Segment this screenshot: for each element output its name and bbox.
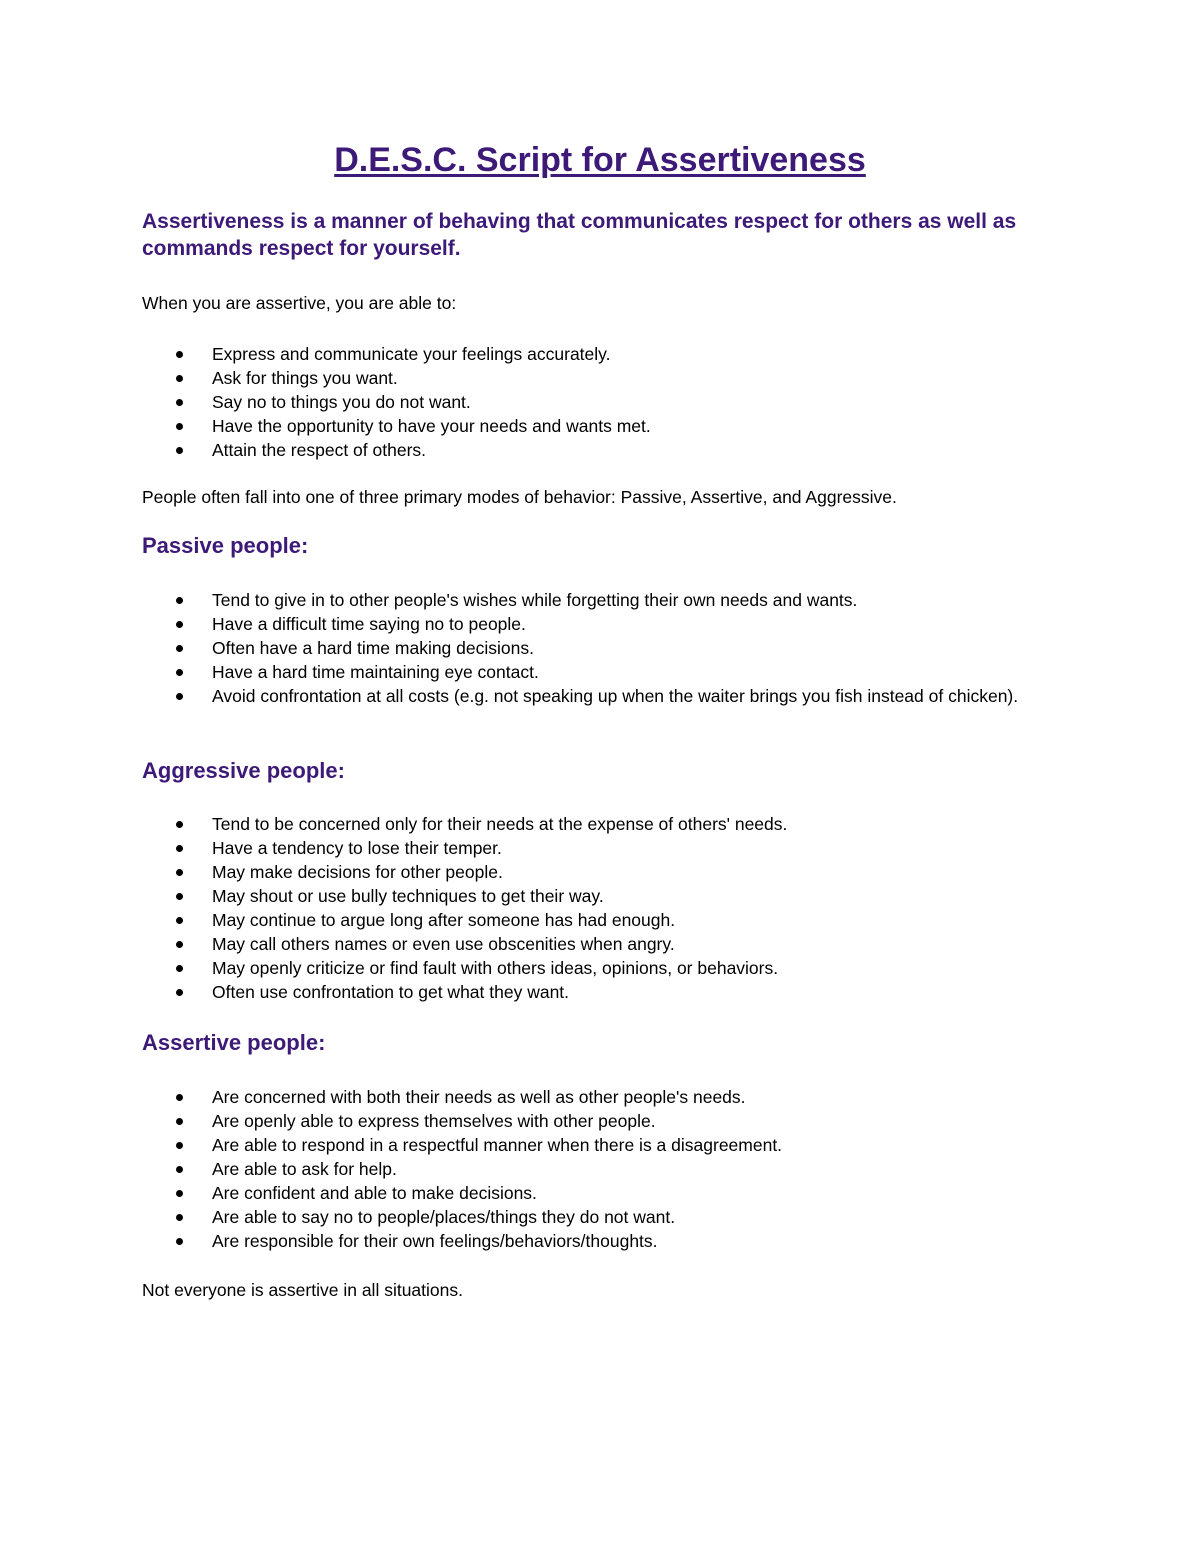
bullet-icon bbox=[176, 1214, 183, 1221]
list-item: Have a hard time maintaining eye contact. bbox=[142, 660, 1052, 684]
bullet-icon bbox=[176, 645, 183, 652]
bullet-icon bbox=[176, 447, 183, 454]
intro-statement: Assertiveness is a manner of behaving that communicates respect for others as well as commands respect for yourself. bbox=[142, 210, 1017, 260]
able-list bbox=[142, 342, 1052, 462]
list-item: Are responsible for their own feelings/behaviors/thoughts. bbox=[142, 1229, 1052, 1253]
list-item: May continue to argue long after someone has had enough. bbox=[142, 908, 1052, 932]
bullet-icon bbox=[176, 399, 183, 406]
passive-heading: Passive people: bbox=[142, 533, 309, 558]
list-item: Often have a hard time making decisions. bbox=[142, 636, 1052, 660]
bullet-icon bbox=[176, 375, 183, 382]
bullet-icon bbox=[176, 669, 183, 676]
assertive-list bbox=[142, 1085, 1052, 1253]
list-item: Avoid confrontation at all costs (e.g. not speaking up when the waiter brings you fish instead of chicken). bbox=[142, 684, 1052, 708]
passive-list bbox=[142, 588, 1052, 708]
list-item: Ask for things you want. bbox=[142, 366, 1052, 390]
bullet-icon bbox=[176, 1190, 183, 1197]
list-item: Attain the respect of others. bbox=[142, 438, 1052, 462]
list-item: Are openly able to express themselves with other people. bbox=[142, 1109, 1052, 1133]
bullet-icon bbox=[176, 693, 183, 700]
bullet-icon bbox=[176, 869, 183, 876]
list-item: Have a difficult time saying no to people. bbox=[142, 612, 1052, 636]
aggressive-heading: Aggressive people: bbox=[142, 758, 345, 783]
bullet-icon bbox=[176, 351, 183, 358]
able-lead-text: When you are assertive, you are able to: bbox=[142, 293, 457, 313]
bullet-icon bbox=[176, 1142, 183, 1149]
document-title: D.E.S.C. Script for Assertiveness bbox=[334, 141, 866, 179]
bullet-icon bbox=[176, 845, 183, 852]
list-item: Are able to ask for help. bbox=[142, 1157, 1052, 1181]
list-item: May make decisions for other people. bbox=[142, 860, 1052, 884]
list-item: Say no to things you do not want. bbox=[142, 390, 1052, 414]
list-item: Tend to be concerned only for their needs at the expense of others' needs. bbox=[142, 812, 1052, 836]
bullet-icon bbox=[176, 989, 183, 996]
bullet-icon bbox=[176, 621, 183, 628]
bullet-icon bbox=[176, 917, 183, 924]
list-item: Tend to give in to other people's wishes while forgetting their own needs and wants. bbox=[142, 588, 1052, 612]
list-item: Have a tendency to lose their temper. bbox=[142, 836, 1052, 860]
list-item: Are concerned with both their needs as well as other people's needs. bbox=[142, 1085, 1052, 1109]
closing-text: Not everyone is assertive in all situations. bbox=[142, 1280, 463, 1300]
list-item: May openly criticize or find fault with others ideas, opinions, or behaviors. bbox=[142, 956, 1052, 980]
bullet-icon bbox=[176, 821, 183, 828]
bullet-icon bbox=[176, 893, 183, 900]
bullet-icon bbox=[176, 965, 183, 972]
bullet-icon bbox=[176, 941, 183, 948]
bullet-icon bbox=[176, 1118, 183, 1125]
aggressive-list bbox=[142, 812, 1052, 1004]
list-item: Are able to say no to people/places/things they do not want. bbox=[142, 1205, 1052, 1229]
bullet-icon bbox=[176, 1094, 183, 1101]
bullet-icon bbox=[176, 1238, 183, 1245]
bullet-icon bbox=[176, 423, 183, 430]
list-item: Express and communicate your feelings accurately. bbox=[142, 342, 1052, 366]
list-item: Are confident and able to make decisions. bbox=[142, 1181, 1052, 1205]
list-item: Often use confrontation to get what they want. bbox=[142, 980, 1052, 1004]
list-item: Have the opportunity to have your needs and wants met. bbox=[142, 414, 1052, 438]
list-item: Are able to respond in a respectful manner when there is a disagreement. bbox=[142, 1133, 1052, 1157]
bullet-icon bbox=[176, 597, 183, 604]
bullet-icon bbox=[176, 1166, 183, 1173]
modes-text: People often fall into one of three primary modes of behavior: Passive, Assertive, and Aggressive. bbox=[142, 487, 897, 507]
list-item: May call others names or even use obscenities when angry. bbox=[142, 932, 1052, 956]
assertive-heading: Assertive people: bbox=[142, 1030, 326, 1055]
list-item: May shout or use bully techniques to get their way. bbox=[142, 884, 1052, 908]
